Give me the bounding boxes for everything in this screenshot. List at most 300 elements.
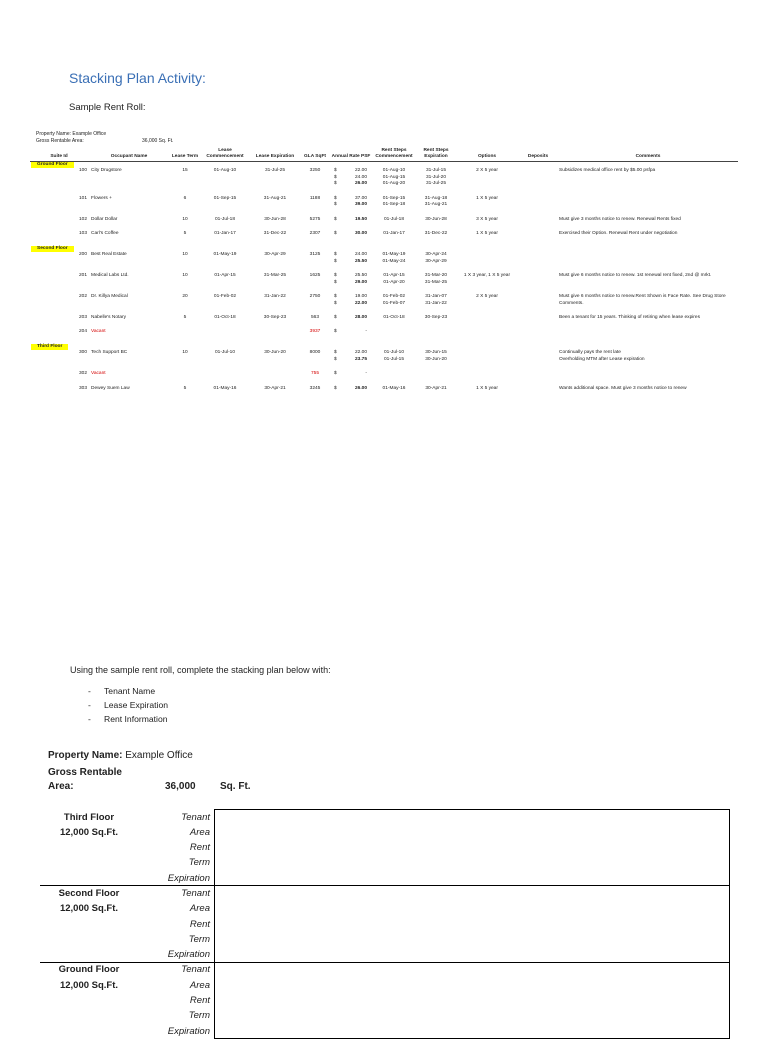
stack-floor-cell [40, 962, 138, 1038]
floor-area: 12,000 Sq.Ft. [59, 979, 119, 991]
table-row [30, 196, 738, 209]
occupant-name: Flowers + [91, 195, 112, 201]
field-label: Area [189, 903, 210, 915]
cell-start [200, 273, 250, 286]
bullet-dash: - [88, 700, 91, 710]
cell-term [170, 196, 200, 209]
header-rent-steps-expiration: Rent Steps Expiration [416, 148, 456, 161]
gla-sqft: 2750 [309, 294, 321, 300]
cell-gla [300, 252, 330, 265]
cell-start [200, 350, 250, 363]
field-label: Tenant [181, 811, 210, 823]
rent-roll-gra-value: 36,000 Sq. Ft. [142, 138, 174, 144]
cell-options [456, 350, 518, 363]
rate-line: $ 26.00 [334, 385, 367, 391]
cell-comments [558, 350, 738, 363]
stacking-gra-label [48, 781, 74, 792]
row-spacer [30, 336, 738, 344]
cell-end [250, 252, 300, 265]
suite-id: 100 [78, 168, 87, 174]
header-lease-commencement: Lease Commencement [200, 148, 250, 161]
cell-occupant [88, 294, 170, 307]
step-end: 31-Jul-25 [426, 181, 446, 187]
cell-comments [558, 273, 738, 286]
field-label: Term [188, 933, 210, 945]
occupant-name: Best Real Estate [91, 252, 127, 258]
lease-commencement: 01-Oct-18 [214, 315, 236, 320]
lease-commencement: 01-Sep-15 [213, 195, 237, 201]
rate-line: $ - [334, 329, 367, 335]
header-deposits: Deposits [518, 148, 558, 161]
cell-occupant [88, 350, 170, 363]
occupant-name: Dr. Killya Medical [91, 294, 128, 300]
options: 3 X 5 year [476, 216, 498, 222]
cell-steps-start [372, 252, 416, 265]
rate-line: $ 22.00 [334, 168, 367, 174]
suite-id: 302 [78, 371, 87, 377]
row-spacer [30, 321, 738, 329]
rate-line: $ 28.00 [334, 315, 367, 320]
cell-options [456, 294, 518, 307]
lease-term: 5 [183, 315, 187, 320]
bullet-dash: - [88, 714, 91, 724]
cell-comments [558, 252, 738, 265]
lease-term: 5 [183, 385, 187, 391]
floor-separator [40, 962, 218, 963]
field-label: Term [188, 1010, 210, 1022]
rent-roll-property-name: Property Name: Example Office [36, 131, 107, 137]
bullet-text: Lease Expiration [104, 700, 169, 710]
row-spacer [30, 209, 738, 217]
header-options: Options [456, 148, 518, 161]
table-row [30, 252, 738, 265]
rate-line: $ 25.50 [334, 273, 367, 279]
table-row [30, 350, 738, 363]
rate-line: $ 24.00 [334, 174, 367, 180]
floor-label: Third Floor [31, 344, 68, 350]
suite-id: 102 [78, 216, 87, 222]
step-start: 01-Aug-10 [382, 168, 406, 174]
step-start: 01-Feb-02 [382, 294, 406, 300]
occupant-name: City Drugstore [91, 168, 122, 174]
rate-line: $ 29.00 [334, 279, 367, 285]
rate-line: $ 23.75 [334, 356, 367, 362]
lease-commencement: 01-Jul-18 [215, 216, 235, 222]
cell-suite [30, 273, 88, 286]
rate-line: $ 37.00 [334, 195, 367, 201]
occupant-name: Tech Support BC [91, 350, 128, 356]
suite-id: 201 [78, 273, 87, 279]
rate-value: 24.00 [354, 174, 367, 180]
field-label: Term [188, 857, 210, 869]
rate-line: $ 25.50 [334, 258, 367, 264]
rate-value: 25.50 [354, 258, 367, 264]
occupant-name: Vacant [91, 371, 106, 377]
rate-line: $ - [334, 371, 367, 377]
rate-value: 22.00 [354, 350, 367, 356]
gla-sqft: 5275 [309, 216, 321, 222]
property-value: Example Office [125, 750, 193, 761]
step-start: 01-Sep-15 [382, 195, 406, 201]
suite-id: 203 [78, 315, 87, 320]
cell-end [250, 294, 300, 307]
occupant-name: Dewey Suem Law [91, 385, 130, 391]
rate-value: 39.00 [354, 202, 367, 208]
cell-comments [558, 168, 738, 187]
rate-line: $ 26.00 [334, 181, 367, 187]
instruction-bullet [88, 686, 155, 696]
instruction-bullet [88, 700, 168, 710]
field-label: Expiration [167, 949, 210, 961]
field-label: Rent [189, 842, 210, 854]
lease-commencement: 01-May-16 [213, 385, 237, 391]
comments: Exercised their Option. Renewal Rent under negotiation [559, 231, 678, 237]
cell-start [200, 196, 250, 209]
cell-start [200, 294, 250, 307]
comments: Must give 6 months notice to renew. 1st renewal rent fixed, 2nd @ mrkt. [559, 273, 712, 279]
gra-label-line2: Area: [48, 781, 74, 792]
cell-comments [558, 196, 738, 209]
step-end: 31-Jan-22 [425, 300, 447, 306]
cell-rates [330, 196, 372, 209]
header-lease-expiration: Lease Expiration [250, 148, 300, 161]
gla-sqft: 755 [310, 371, 319, 377]
cell-suite [30, 196, 88, 209]
gla-sqft: 8000 [309, 350, 321, 356]
header-occupant-name: Occupant Name [88, 148, 170, 161]
step-start: 01-Apr-20 [383, 279, 405, 285]
rate-value: 19.50 [354, 216, 367, 222]
stacking-plan-table [40, 809, 730, 1039]
cell-steps-end [416, 350, 456, 363]
occupant-name: Medical Labs Ltd. [91, 273, 129, 279]
lease-term: 10 [182, 350, 188, 356]
cell-end [250, 196, 300, 209]
step-end: 30-Apr-24 [425, 252, 447, 258]
rent-roll-header-row [30, 148, 738, 161]
floor-name: Ground Floor [58, 964, 120, 976]
cell-gla [300, 294, 330, 307]
rate-line: $ 30.00 [334, 231, 367, 237]
gra-unit: Sq. Ft. [220, 781, 251, 792]
rate-value: 30.00 [354, 231, 367, 237]
cell-term [170, 252, 200, 265]
lease-commencement: 01-Jan-17 [214, 231, 236, 237]
step-start: 01-Sep-18 [382, 202, 406, 208]
rate-value: 28.00 [354, 315, 367, 320]
rent-roll-table [30, 148, 738, 400]
floor-label: Ground Floor [31, 162, 74, 168]
cell-steps-start [372, 168, 416, 187]
stacking-gra-value [165, 781, 196, 792]
instructions-intro: Using the sample rent roll, complete the stacking plan below with: [70, 665, 331, 675]
rate-line: $ 22.00 [334, 350, 367, 356]
row-spacer [30, 378, 738, 386]
stack-entry-box[interactable] [215, 810, 730, 886]
options: 1 X 3 year, 1 X 5 year [463, 273, 511, 279]
cell-comments [558, 294, 738, 307]
cell-end [250, 350, 300, 363]
cell-term [170, 350, 200, 363]
header-gla: GLA SqFt [300, 148, 330, 161]
step-start: 01-Aug-20 [382, 181, 406, 187]
stack-entry-box[interactable] [215, 886, 730, 962]
rate-value: 25.50 [354, 273, 367, 279]
stack-row [40, 962, 730, 977]
options: 1 X 5 year [476, 231, 498, 237]
options: 1 X 5 year [476, 385, 498, 391]
gla-sqft: 563 [310, 315, 319, 320]
comments: Must give 3 months notice to renew. Renewal Rents fixed [559, 216, 681, 222]
suite-id: 101 [78, 195, 87, 201]
gla-sqft: 3245 [309, 385, 321, 391]
header-suite-id: Suite Id [30, 148, 88, 161]
comments: Continually pays the rent late Overholding MTM after Lease expiration [559, 350, 645, 362]
lease-term: 15 [182, 168, 188, 174]
suite-id: 103 [78, 231, 87, 237]
field-label: Expiration [167, 872, 210, 884]
gla-sqft: 1625 [309, 273, 321, 279]
cell-deposits [518, 168, 558, 187]
cell-gla [300, 196, 330, 209]
rate-value: 29.00 [354, 279, 367, 285]
step-end: 31-Mar-20 [424, 273, 448, 279]
occupant-name: Vacant [91, 329, 106, 335]
cell-occupant [88, 273, 170, 286]
cell-rates [330, 252, 372, 265]
cell-term [170, 168, 200, 187]
field-label: Area [189, 826, 210, 838]
step-end: 30-Jun-20 [425, 356, 447, 362]
step-end: 30-Jun-15 [425, 350, 447, 356]
row-spacer [30, 307, 738, 315]
cell-steps-end [416, 294, 456, 307]
cell-steps-start [372, 196, 416, 209]
suite-id: 303 [78, 385, 87, 391]
suite-id: 202 [78, 294, 87, 300]
cell-steps-start [372, 273, 416, 286]
lease-expiration: 31-Dec-22 [263, 231, 287, 237]
cell-term [170, 294, 200, 307]
table-row [30, 294, 738, 307]
step-end: 31-Jul-20 [426, 174, 446, 180]
lease-term: 10 [182, 252, 188, 258]
rate-value: - [365, 371, 367, 377]
header-lease-term: Lease Term [170, 148, 200, 161]
lease-term: 20 [182, 294, 188, 300]
cell-steps-end [416, 196, 456, 209]
step-end: 31-Aug-21 [424, 202, 448, 208]
cell-suite [30, 350, 88, 363]
rate-line: $ 39.00 [334, 202, 367, 208]
stack-entry-box[interactable] [215, 962, 730, 1038]
cell-gla [300, 168, 330, 187]
step-start: 01-Feb-07 [382, 300, 406, 306]
options: 2 X 5 year [476, 294, 498, 300]
bullet-text: Rent Information [104, 714, 168, 724]
cell-steps-end [416, 273, 456, 286]
rate-value: 26.00 [354, 385, 367, 391]
stack-row [40, 886, 730, 901]
step-start: 01-Jul-15 [384, 356, 404, 362]
floor-area: 12,000 Sq.Ft. [59, 826, 119, 838]
cell-deposits [518, 196, 558, 209]
cell-occupant [88, 168, 170, 187]
rate-value: 24.00 [354, 252, 367, 258]
step-end: 31-Aug-18 [424, 195, 448, 201]
cell-suite [30, 252, 88, 265]
comments: Must give 6 months notice to renew.Rent Shown is Face Rate. See Drug Store Comments. [559, 294, 726, 306]
lease-term: 6 [183, 195, 187, 201]
cell-deposits [518, 294, 558, 307]
step-end: 31-Mar-25 [424, 279, 448, 285]
gla-sqft: 2307 [309, 231, 321, 237]
comments: Wants additional space. Must give 3 months notice to renew [559, 385, 687, 391]
lease-term: 5 [183, 231, 187, 237]
cell-options [456, 273, 518, 286]
row-spacer [30, 238, 738, 246]
stacking-gra-unit [220, 781, 251, 792]
step-start: 01-Jan-17 [383, 231, 405, 237]
stack-floor-cell [40, 810, 138, 886]
field-label: Rent [189, 918, 210, 930]
comments: Been a tenant for 15 years. Thinking of retiring when lease expires [559, 315, 700, 320]
rate-value: 19.00 [354, 294, 367, 300]
row-spacer [30, 188, 738, 196]
suite-id: 204 [78, 329, 87, 335]
cell-rates [330, 273, 372, 286]
section-subtitle: Sample Rent Roll: [69, 102, 146, 113]
cell-suite [30, 294, 88, 307]
floor-label: Second Floor [31, 246, 74, 252]
cell-term [170, 273, 200, 286]
bullet-dash: - [88, 686, 91, 696]
row-spacer [30, 286, 738, 294]
page-title: Stacking Plan Activity: [69, 70, 206, 86]
lease-commencement: 01-Feb-02 [213, 294, 237, 300]
stacking-gra-label [48, 767, 122, 778]
lease-expiration: 30-Apr-21 [264, 385, 286, 391]
bullet-text: Tenant Name [104, 686, 156, 696]
lease-commencement: 01-Apr-15 [214, 273, 236, 279]
step-end: 30-Apr-29 [425, 258, 447, 264]
stack-row [40, 810, 730, 825]
header-rent-steps-commencement: Rent Steps Commencement [372, 148, 416, 161]
lease-commencement: 01-Jul-10 [215, 350, 235, 356]
rate-value: - [365, 329, 367, 335]
cell-end [250, 168, 300, 187]
rate-value: 26.00 [354, 181, 367, 187]
row-spacer [30, 265, 738, 273]
step-end: 30-Jun-28 [425, 216, 447, 222]
options: 2 X 5 year [476, 168, 498, 174]
lease-term: 10 [182, 273, 188, 279]
field-label: Rent [189, 995, 210, 1007]
suite-id: 200 [78, 252, 87, 258]
cell-steps-end [416, 252, 456, 265]
rent-roll-gra-label: Gross Rentable Area: [36, 138, 84, 144]
cell-steps-start [372, 294, 416, 307]
step-end: 30-Apr-21 [425, 385, 447, 391]
cell-gla [300, 350, 330, 363]
cell-options [456, 196, 518, 209]
stack-floor-cell [40, 886, 138, 962]
cell-start [200, 252, 250, 265]
header-annual-rate: Annual Rate PSF [330, 148, 372, 161]
step-end: 31-Jul-15 [426, 168, 446, 174]
rate-line: $ 24.00 [334, 252, 367, 258]
step-start: 01-Jul-10 [384, 350, 404, 356]
field-label: Expiration [167, 1025, 210, 1037]
cell-gla [300, 273, 330, 286]
rate-value: 23.75 [354, 356, 367, 362]
rate-line: $ 19.50 [334, 216, 367, 222]
lease-expiration: 31-Mar-25 [263, 273, 287, 279]
suite-id: 300 [78, 350, 87, 356]
step-start: 01-Oct-18 [383, 315, 405, 320]
stacking-property-name [48, 750, 193, 761]
lease-expiration: 31-Aug-21 [263, 195, 287, 201]
gra-value: 36,000 [165, 781, 196, 792]
rate-line: $ 19.00 [334, 294, 367, 300]
comments: Subsidizes medical office rent by $5.00 psfpa [559, 168, 656, 174]
field-label: Tenant [181, 887, 210, 899]
header-comments: Comments [558, 148, 738, 161]
cell-suite [30, 168, 88, 187]
occupant-name: Nabelle's Notary [91, 315, 127, 320]
cell-start [200, 168, 250, 187]
cell-occupant [88, 196, 170, 209]
row-spacer [30, 363, 738, 371]
lease-commencement: 01-May-19 [213, 252, 237, 258]
gla-sqft: 3250 [309, 168, 321, 174]
step-start: 01-May-16 [382, 385, 406, 391]
gla-sqft: 3937 [309, 329, 321, 335]
cell-options [456, 252, 518, 265]
cell-steps-end [416, 168, 456, 187]
cell-deposits [518, 350, 558, 363]
occupant-name: Carl's Coffee [91, 231, 119, 237]
cell-deposits [518, 273, 558, 286]
step-end: 31-Dec-22 [424, 231, 448, 237]
lease-term: 10 [182, 216, 188, 222]
lease-expiration: 30-Apr-29 [264, 252, 286, 258]
cell-steps-start [372, 350, 416, 363]
gla-sqft: 3125 [309, 252, 321, 258]
table-row [30, 168, 738, 187]
step-start: 01-May-24 [382, 258, 406, 264]
options: 1 X 5 year [476, 195, 498, 201]
rate-value: 22.00 [354, 168, 367, 174]
cell-deposits [518, 252, 558, 265]
instruction-bullet [88, 714, 168, 724]
rate-value: 37.00 [354, 195, 367, 201]
occupant-name: Dollar Dollar [91, 216, 118, 222]
step-end: 31-Jan-07 [425, 294, 447, 300]
cell-end [250, 273, 300, 286]
gla-sqft: 1188 [309, 195, 321, 201]
floor-area: 12,000 Sq.Ft. [59, 903, 119, 915]
gra-label-line1: Gross Rentable [48, 767, 122, 778]
cell-rates [330, 168, 372, 187]
floor-separator [40, 885, 218, 886]
row-spacer [30, 392, 738, 400]
cell-rates [330, 350, 372, 363]
cell-rates [330, 294, 372, 307]
cell-occupant [88, 252, 170, 265]
rate-line: $ 22.00 [334, 300, 367, 306]
lease-expiration: 30-Jun-20 [264, 350, 286, 356]
